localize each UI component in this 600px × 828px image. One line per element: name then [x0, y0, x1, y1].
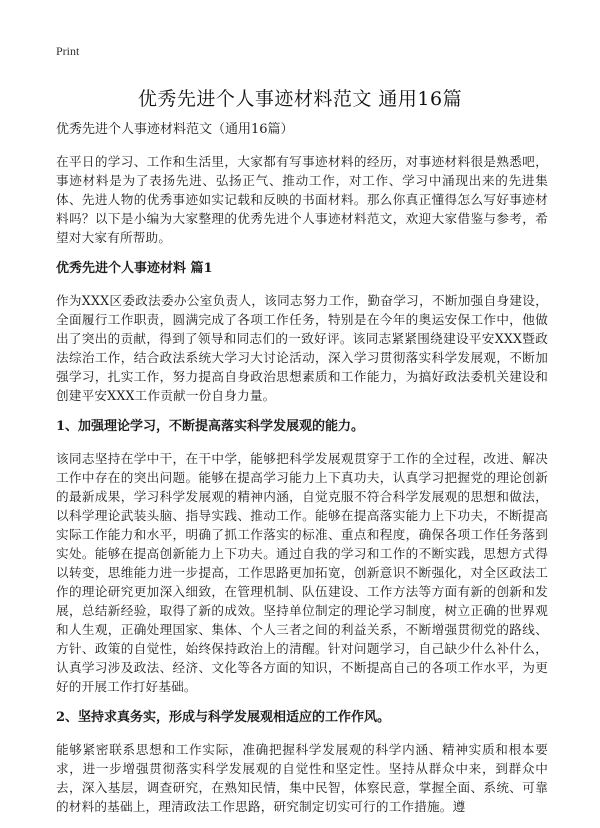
subheading-1: 1、加强理论学习，不断提高落实科学发展观的能力。 — [56, 419, 365, 434]
subheading-1-paragraph: 该同志坚持在学中干，在干中学，能够把科学发展观贯穿于工作的全过程，改进、解决工作中存在的突出问题。能够在提高学习能力上下真功夫，认真学习把握党的理论创新的最新成果，学习科学发展观的精神内涵，自觉克服不符合科学发展观的思想和做法，以科学理论武装头脑、指导实践、推动工作。能够在提高落实能力上下功夫，不断提高实际工作能力和水平，明确了抓工作落实的标准、重点和程度，确保各项工作任务落到实处。能够在提高创新能力上下功夫。通过自我的学习和工作的不断实践，思想方式得以转变，思维能力进一步提高，工作思路更加拓宽，创新意识不断强化，对全区政法工作的理论研究更加深入细致，在管理机制、队伍建设、工作方法等方面有新的创新和发展，总结新经验，取得了新的成效。坚持单位制定的理论学习制度，树立正确的世界观和人生观，正确处理国家、集体、个人三者之间的利益关系，不断增强贯彻党的路线、方针、政策的自觉性，始终保持政治上的清醒。针对问题学习，自己缺少什么补什么，认真学习涉及政法、经济、文化等各方面的知识，不断提高自己的各项工作水平，为更好的开展工作打好基础。 — [56, 451, 548, 694]
section-paragraph: 作为XXX区委政法委办公室负责人，该同志努力工作，勤奋学习，不断加强自身建设，全面履行工作职责，圆满完成了各项工作任务，特别是在今年的奥运安保工作中，他做出了突出的贡献，得到了领导和同志们的一致好评。该同志紧紧围绕建设平安XXX暨政法综治工作，结合政法系统大学习大讨论活动，深入学习贯彻落实科学发展观，不断加强学习，扎实工作，努力提高自身政治思想素质和工作能力，为搞好政法委机关建设和创建平安XXX工作贡献一份自身力量。 — [56, 293, 548, 403]
subheading-2-paragraph: 能够紧密联系思想和工作实际，准确把握科学发展观的科学内涵、精神实质和根本要求，进一步增强贯彻落实科学发展观的自觉性和坚定性。坚持从群众中来，到群众中去，深入基层，调查研究，在熟知民情，集中民智，体察民意，掌握全面、系统、可靠的材料的基础上，理清政法工作思路，研究制定切实可行的工作措施。遵 — [56, 742, 548, 814]
print-label[interactable]: Print — [56, 44, 80, 58]
document-content — [56, 120, 548, 816]
document-subtitle: 优秀先进个人事迹材料范文（通用16篇） — [56, 122, 294, 137]
section-heading: 优秀先进个人事迹材料 篇1 — [56, 261, 213, 276]
subheading-2: 2、坚持求真务实，形成与科学发展观相适应的工作作风。 — [56, 710, 391, 725]
intro-paragraph: 在平日的学习、工作和生活里，大家都有写事迹材料的经历，对事迹材料很是熟悉吧，事迹材料是为了表扬先进、弘扬正气、推动工作，对工作、学习中涌现出来的先进集体、先进人物的优秀事迹如实记载和反映的书面材料。那么你真正懂得怎么写好事迹材料吗？以下是小编为大家整理的优秀先进个人事迹材料范文，欢迎大家借鉴与参考，希望对大家有所帮助。 — [56, 154, 548, 245]
document-title: 优秀先进个人事迹材料范文 通用16篇 — [137, 88, 463, 110]
